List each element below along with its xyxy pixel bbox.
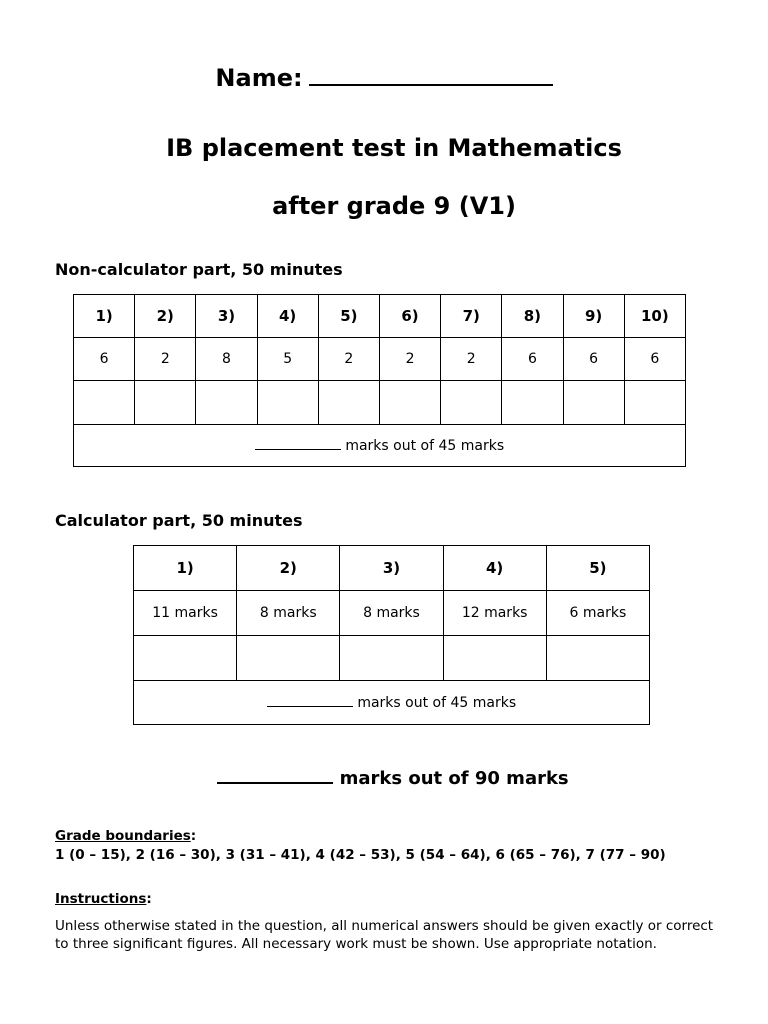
instructions-text: Unless otherwise stated in the question, all numerical answers should be given exactly or correct to three significant figures. All necessary work must be shown. Use appropriate notation. xyxy=(55,918,714,952)
question-cell: 3) xyxy=(196,295,257,338)
overall-total-text: marks out of 90 marks xyxy=(339,768,569,789)
score-cell[interactable] xyxy=(74,381,135,425)
page-subtitle: after grade 9 (V1) xyxy=(272,192,516,220)
question-cell: 8) xyxy=(502,295,563,338)
score-cell[interactable] xyxy=(135,381,196,425)
question-row xyxy=(134,546,650,591)
marks-cell: 8 marks xyxy=(340,591,443,636)
instructions-heading xyxy=(55,891,152,907)
marks-cell: 2 xyxy=(318,338,379,381)
grade-boundaries-colon: : xyxy=(190,828,197,844)
marks-cell: 6 xyxy=(624,338,685,381)
grade-boundaries-heading xyxy=(55,828,196,844)
marks-cell: 5 xyxy=(257,338,318,381)
calculator-heading: Calculator part, 50 minutes xyxy=(55,511,303,530)
marks-cell: 6 marks xyxy=(546,591,649,636)
question-cell: 1) xyxy=(74,295,135,338)
marks-row xyxy=(134,591,650,636)
overall-total xyxy=(0,768,768,789)
marks-row xyxy=(74,338,686,381)
question-cell: 5) xyxy=(546,546,649,591)
calculator-table xyxy=(133,545,650,725)
question-cell: 10) xyxy=(624,295,685,338)
marks-cell: 8 marks xyxy=(237,591,340,636)
score-cell[interactable] xyxy=(196,381,257,425)
marks-cell: 6 xyxy=(502,338,563,381)
marks-cell: 6 xyxy=(74,338,135,381)
score-row xyxy=(74,381,686,425)
question-cell: 7) xyxy=(441,295,502,338)
instructions-label: Instructions xyxy=(55,891,147,907)
score-cell[interactable] xyxy=(379,381,440,425)
total-cell xyxy=(74,425,686,467)
question-row xyxy=(74,295,686,338)
question-cell: 1) xyxy=(134,546,237,591)
score-cell[interactable] xyxy=(443,636,546,681)
score-cell[interactable] xyxy=(257,381,318,425)
question-cell: 5) xyxy=(318,295,379,338)
question-cell: 2) xyxy=(135,295,196,338)
score-cell[interactable] xyxy=(563,381,624,425)
total-cell xyxy=(134,681,650,725)
score-row xyxy=(134,636,650,681)
grade-boundaries-text: 1 (0 – 15), 2 (16 – 30), 3 (31 – 41), 4 (42 – 53), 5 (54 – 64), 6 (65 – 76), 7 (77 – 90) xyxy=(55,847,666,863)
marks-cell: 2 xyxy=(441,338,502,381)
marks-cell: 12 marks xyxy=(443,591,546,636)
score-cell[interactable] xyxy=(546,636,649,681)
question-cell: 6) xyxy=(379,295,440,338)
total-blank[interactable] xyxy=(267,706,353,707)
overall-total-blank[interactable] xyxy=(217,782,333,784)
name-blank-line[interactable] xyxy=(309,62,553,86)
marks-cell: 6 xyxy=(563,338,624,381)
total-row xyxy=(74,425,686,467)
name-field xyxy=(0,62,768,92)
non-calculator-table xyxy=(73,294,686,467)
score-cell[interactable] xyxy=(502,381,563,425)
total-text: marks out of 45 marks xyxy=(345,437,505,454)
question-cell: 9) xyxy=(563,295,624,338)
marks-cell: 2 xyxy=(135,338,196,381)
question-cell: 4) xyxy=(257,295,318,338)
score-cell[interactable] xyxy=(237,636,340,681)
total-blank[interactable] xyxy=(255,449,341,450)
instructions-colon: : xyxy=(146,891,152,907)
marks-cell: 11 marks xyxy=(134,591,237,636)
non-calculator-heading: Non-calculator part, 50 minutes xyxy=(55,260,343,279)
marks-cell: 8 xyxy=(196,338,257,381)
question-cell: 4) xyxy=(443,546,546,591)
page-title: IB placement test in Mathematics xyxy=(166,134,622,162)
score-cell[interactable] xyxy=(624,381,685,425)
score-cell[interactable] xyxy=(441,381,502,425)
score-cell[interactable] xyxy=(340,636,443,681)
score-cell[interactable] xyxy=(134,636,237,681)
question-cell: 3) xyxy=(340,546,443,591)
score-cell[interactable] xyxy=(318,381,379,425)
name-label: Name: xyxy=(215,64,303,92)
total-row xyxy=(134,681,650,725)
total-text: marks out of 45 marks xyxy=(357,694,517,711)
question-cell: 2) xyxy=(237,546,340,591)
grade-boundaries-label: Grade boundaries xyxy=(55,828,191,844)
marks-cell: 2 xyxy=(379,338,440,381)
